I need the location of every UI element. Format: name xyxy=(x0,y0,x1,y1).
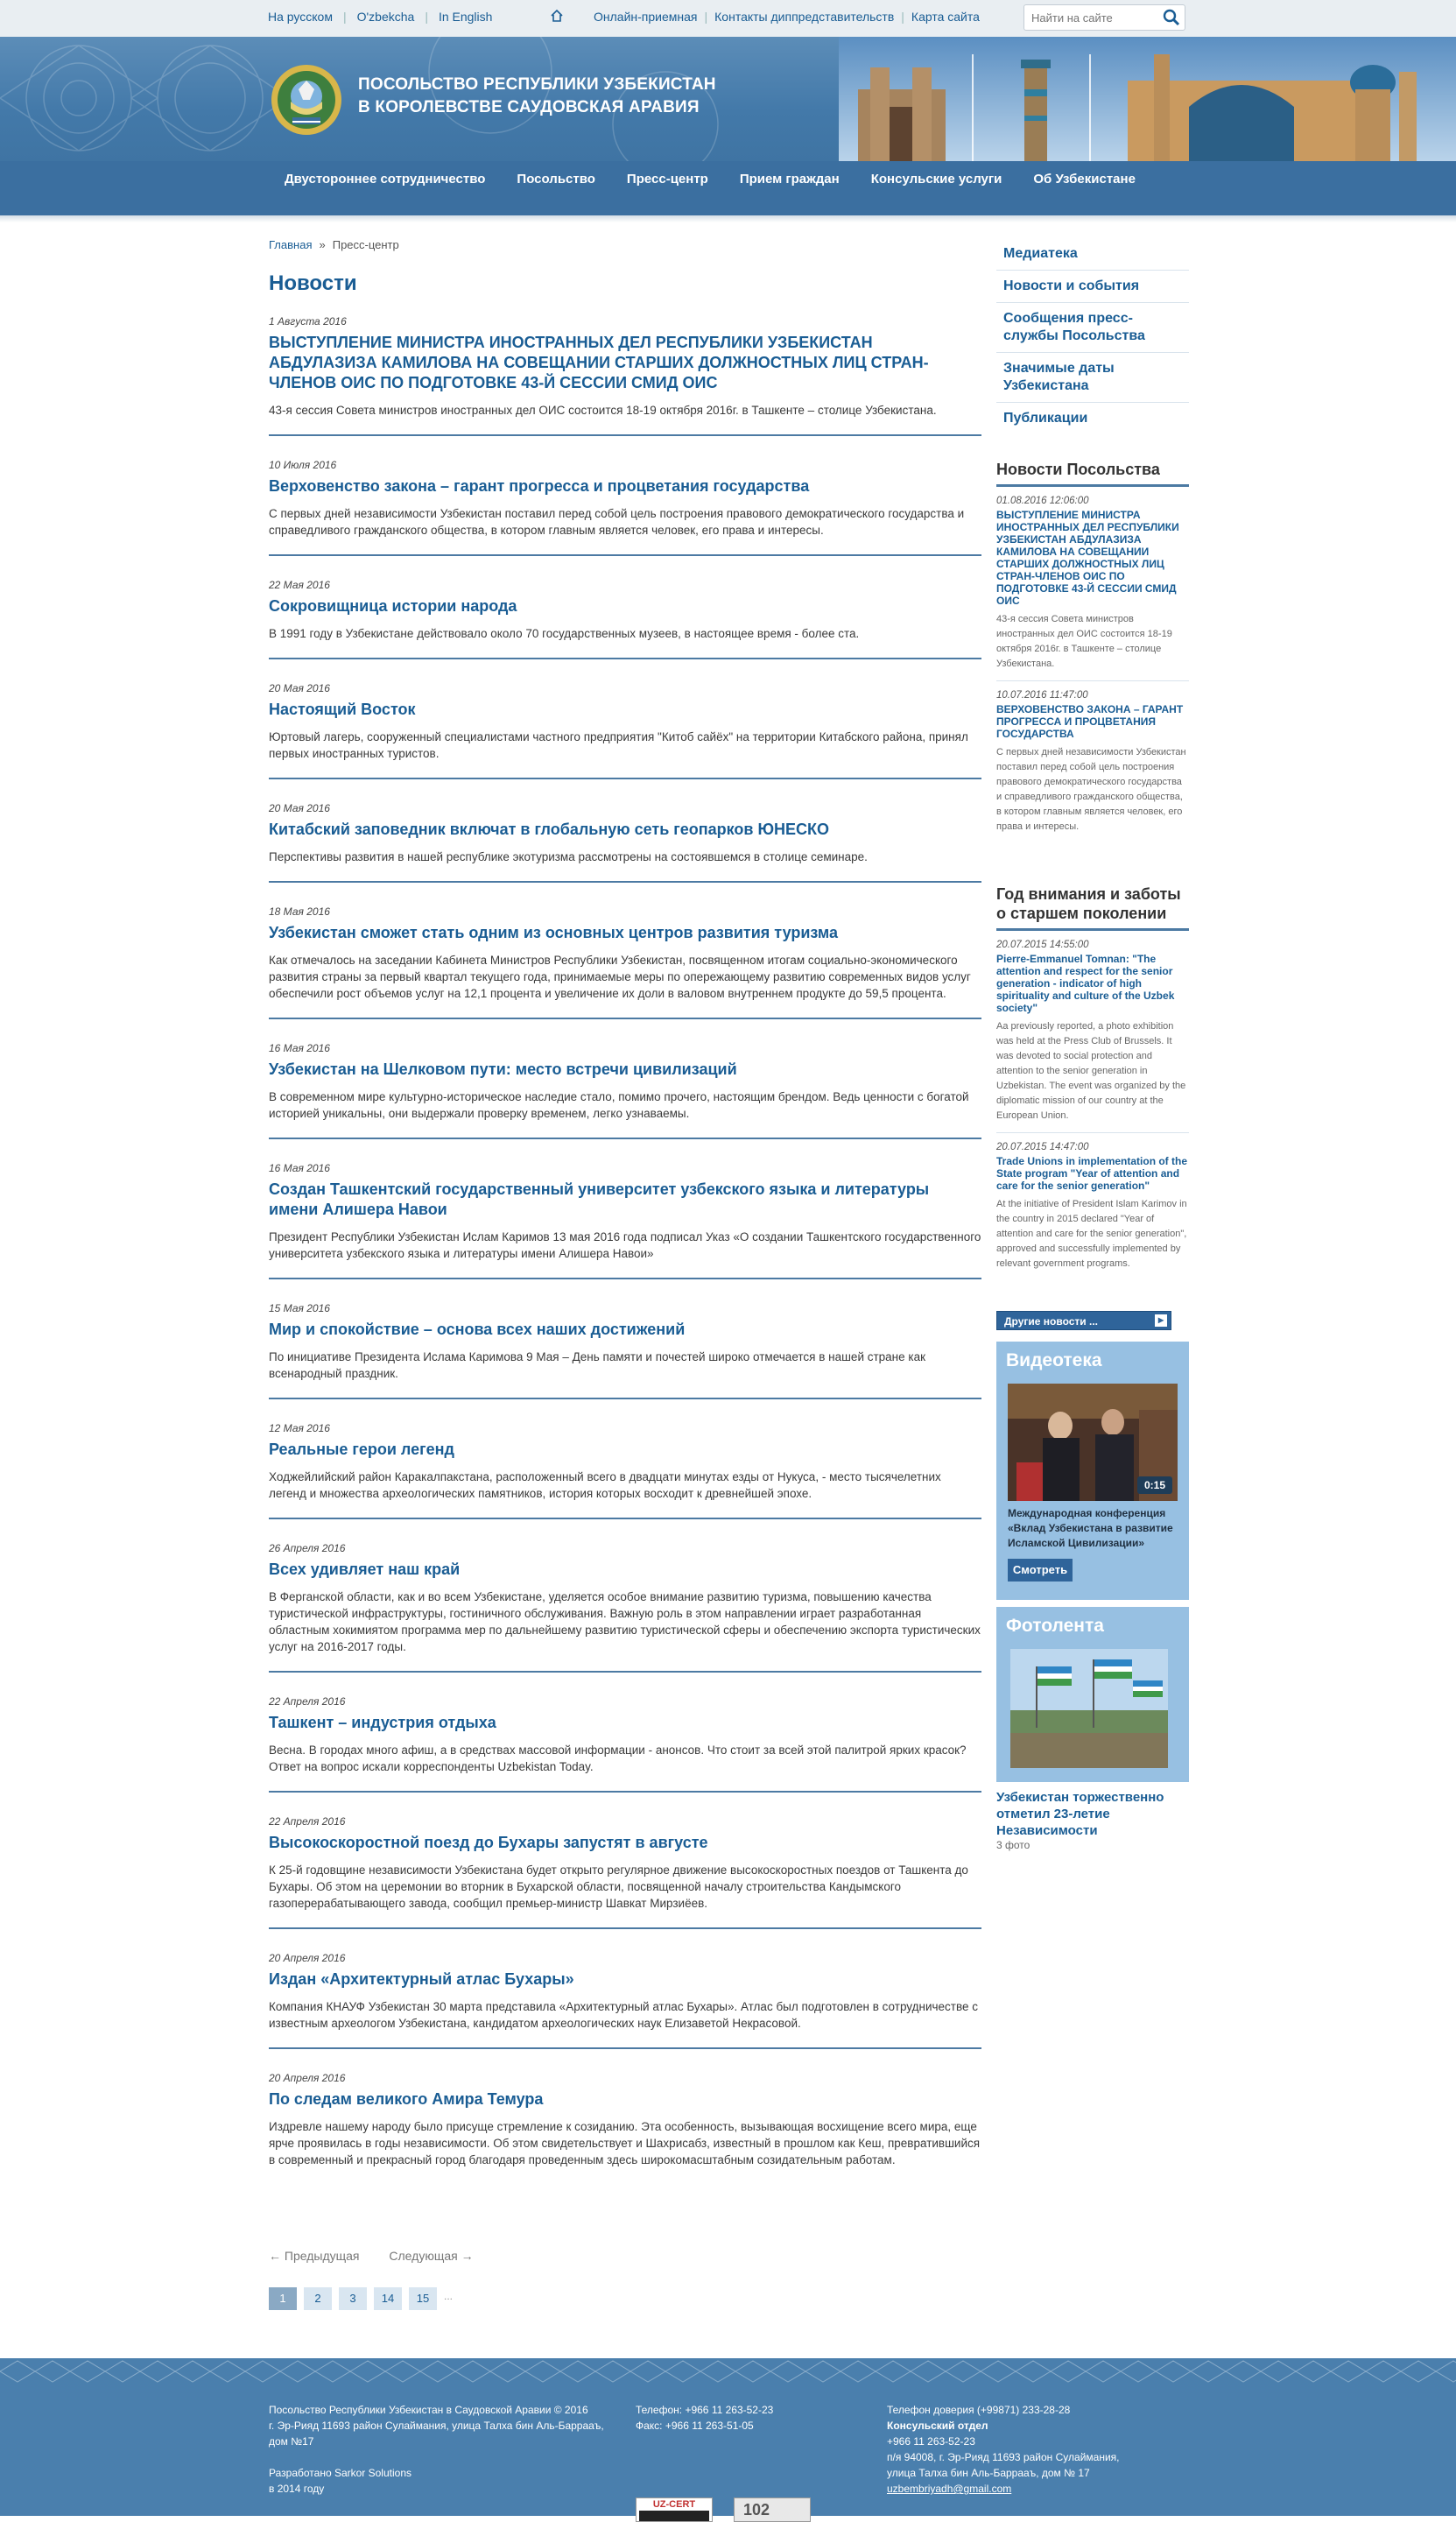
news-date: 1 Августа 2016 xyxy=(269,315,347,328)
nav-bilateral[interactable]: Двустороннее сотрудничество xyxy=(285,172,486,187)
news-list xyxy=(269,315,981,2203)
side-news-date: 20.07.2015 14:55:00 xyxy=(996,940,1089,950)
news-summary: Весна. В городах много афиш, а в средствах массовой информации - анонсов. Что стоит за всей этой палитрой ярких красок? Ответ на вопрос искали корреспонденты Uzbekistan Today. xyxy=(269,1744,967,1773)
watch-button[interactable]: Смотреть xyxy=(1008,1559,1073,1582)
news-date: 20 Мая 2016 xyxy=(269,682,330,694)
news-item xyxy=(269,682,981,779)
news-date: 18 Мая 2016 xyxy=(269,905,330,918)
lang-english[interactable]: In English xyxy=(438,10,493,24)
news-title-link[interactable]: По следам великого Амира Темура xyxy=(269,2090,544,2108)
site-footer xyxy=(0,2358,1456,2516)
photo-caption-link[interactable]: Узбекистан торжественно отметил 23-летие Независимости xyxy=(996,1790,1164,1838)
news-date: 15 Мая 2016 xyxy=(269,1302,330,1314)
video-caption[interactable]: Международная конференция «Вклад Узбекистана в развитие Исламской Цивилизации» xyxy=(1008,1507,1173,1549)
page-title: Новости xyxy=(269,271,357,295)
news-title-link[interactable]: Издан «Архитектурный атлас Бухары» xyxy=(269,1970,574,1988)
news-item xyxy=(269,1042,981,1139)
site-title[interactable]: ПОСОЛЬСТВО РЕСПУБЛИКИ УЗБЕКИСТАН В КОРОЛЕВСТВЕ САУДОВСКАЯ АРАВИЯ xyxy=(358,75,716,116)
photo-thumbnail[interactable] xyxy=(1010,1649,1168,1768)
news-item xyxy=(269,1162,981,1279)
news-item xyxy=(269,2072,981,2184)
news-title-link[interactable]: Создан Ташкентский государственный университет узбекского языка и литературы имени Алишера Навои xyxy=(269,1180,930,1218)
news-item xyxy=(269,1952,981,2049)
news-title-link[interactable]: Узбекистан сможет стать одним из основных центров развития туризма xyxy=(269,924,838,941)
search-icon[interactable] xyxy=(1162,8,1181,27)
news-date: 16 Мая 2016 xyxy=(269,1042,330,1054)
news-summary: Компания КНАУФ Узбекистан 30 марта представила «Архитектурный атлас Бухары». Атлас был подготовлен в сотрудничестве с известным археологом Узбекистана, кандидатом археологических наук Елизаветой Некрасовой. xyxy=(269,2000,978,2030)
footer-address: Посольство Республики Узбекистан в Саудовской Аравии © 2016 г. Эр-Рияд 11693 район Сулаймания, улица Талха бин Аль-Баррааъ, дом №17 Разработано Sarkor Solutions в 2014 году xyxy=(269,2402,619,2497)
arrow-right-icon: ▸ xyxy=(1155,1314,1167,1327)
news-date: 12 Мая 2016 xyxy=(269,1422,330,1434)
sitemap-link[interactable]: Карта сайта xyxy=(911,10,980,24)
language-switcher: На русском | O'zbekcha | In English xyxy=(268,10,493,24)
nav-reception[interactable]: Прием граждан xyxy=(739,172,840,187)
embassy-news-heading: Новости Посольства xyxy=(996,460,1189,487)
embassy-news-block xyxy=(996,460,1189,843)
news-date: 22 Мая 2016 xyxy=(269,579,330,591)
other-news-button[interactable]: Другие новости ... ▸ xyxy=(996,1311,1171,1330)
page-button[interactable]: 14 xyxy=(374,2287,402,2310)
search-input[interactable] xyxy=(1024,5,1151,30)
side-news-title-link[interactable]: ВЕРХОВЕНСТВО ЗАКОНА – ГАРАНТ ПРОГРЕССА И ПРОЦВЕТАНИЯ ГОСУДАРСТВА xyxy=(996,703,1184,740)
news-date: 26 Апреля 2016 xyxy=(269,1542,346,1554)
header-architecture-photos xyxy=(839,37,1456,161)
news-summary: С первых дней независимости Узбекистан поставил перед собой цель построения правового демократического государства и справедливого гражданского общества, в котором главным является человек, его права и интересы. xyxy=(269,507,965,537)
news-title-link[interactable]: Узбекистан на Шелковом пути: место встречи цивилизаций xyxy=(269,1060,737,1078)
news-item xyxy=(269,1695,981,1793)
pager-ellipsis: ... xyxy=(444,2290,454,2302)
side-news-title-link[interactable]: Pierre-Emmanuel Tomnan: "The attention and respect for the senior generation - indicator of high spirituality and culture of the Uzbek society" xyxy=(996,953,1175,1014)
state-emblem-icon[interactable] xyxy=(270,63,343,137)
sidebar-item-dates[interactable]: Значимые даты Узбекистана xyxy=(996,353,1189,403)
news-summary: Юртовый лагерь, сооруженный специалистами частного предприятия "Китоб сайёх" на территории Китабского района, принял первых иностранных туристов. xyxy=(269,730,968,760)
contacts-link[interactable]: Контакты диппредставительств xyxy=(714,10,895,24)
news-summary: Президент Республики Узбекистан Ислам Каримов 13 мая 2016 года подписал Указ «О создании Ташкентского государственного университета узбекского языка и литературы имени Алишера Навои» xyxy=(269,1230,981,1260)
breadcrumb: Главная » Пресс-центр xyxy=(269,238,399,251)
video-duration: 0:15 xyxy=(1137,1476,1172,1494)
prev-page-link[interactable]: ← Предыдущая xyxy=(269,2249,360,2263)
footer-phones: Телефон: +966 11 263-52-23 Факс: +966 11 263-51-05 xyxy=(636,2404,774,2432)
news-summary: Перспективы развития в нашей республике экотуризма рассмотрены на состоявшемся в столице семинаре. xyxy=(269,850,868,863)
page-button[interactable]: 2 xyxy=(304,2287,332,2310)
sidebar-item-publications[interactable]: Публикации xyxy=(1003,411,1088,426)
news-date: 16 Мая 2016 xyxy=(269,1162,330,1174)
photo-count: 3 фото xyxy=(996,1839,1030,1851)
news-summary: В Ферганской области, как и во всем Узбекистане, уделяется особое внимание развитию туризма, повышению качества туристической инфраструктуры, гостиничного обслуживания. Важную роль в этом направлении играет разработанная областным хокимиятом программа мер по дальнейшему развитию туристической сферы и обеспечению экспорта туристических услуг на 2016-2017 годы. xyxy=(269,1590,981,1653)
next-page-link[interactable]: Следующая → xyxy=(389,2249,474,2263)
video-thumbnail[interactable] xyxy=(1008,1384,1178,1501)
pager-prev-next xyxy=(269,2249,500,2263)
side-news-item xyxy=(996,1133,1189,1280)
sidebar-item-mediateka[interactable]: Медиатека xyxy=(996,238,1189,271)
video-library-box xyxy=(996,1342,1189,1600)
news-item xyxy=(269,1422,981,1519)
news-title-link[interactable]: Реальные герои легенд xyxy=(269,1441,454,1458)
photo-feed-box xyxy=(996,1607,1189,1782)
news-date: 20 Апреля 2016 xyxy=(269,2072,346,2084)
news-summary: В современном мире культурно-историческое наследие стало, помимо прочего, настоящим брендом. Ведь ценности с богатой историей уникальны, они выдержали проверку временем, легко узнаваемы. xyxy=(269,1090,969,1120)
side-news-item xyxy=(996,681,1189,843)
side-news-date: 20.07.2015 14:47:00 xyxy=(996,1142,1089,1152)
news-title-link[interactable]: Ташкент – индустрия отдыха xyxy=(269,1714,496,1731)
news-date: 22 Апреля 2016 xyxy=(269,1815,346,1828)
year-news-heading: Год внимания и заботы о старшем поколении xyxy=(996,884,1189,931)
news-date: 20 Мая 2016 xyxy=(269,802,330,814)
side-news-item xyxy=(996,487,1189,681)
news-item xyxy=(269,1815,981,1929)
news-title-link[interactable]: Мир и спокойствие – основа всех наших достижений xyxy=(269,1321,686,1338)
counter-badge[interactable]: 102 xyxy=(734,2497,811,2522)
side-news-text: Aa previously reported, a photo exhibition was held at the Press Club of Brussels. It was devoted to social protection and attention to the senior generation in Uzbekistan. The event was organized by the diplomatic mission of our country at the European Union. xyxy=(996,1021,1186,1121)
lang-uzbek[interactable]: O'zbekcha xyxy=(356,10,415,24)
sidebar-menu xyxy=(996,238,1189,434)
developer-link[interactable]: Разработано Sarkor Solutions xyxy=(269,2467,411,2479)
news-summary: Ходжейлийский район Каракалпакстана, расположенный всего в двадцати минутах езды от Нукуса, - место тысячелетних легенд и множества археологических памятников, история которых восходит к древнейшей эпохе. xyxy=(269,1470,941,1500)
nav-press-center[interactable]: Пресс-центр xyxy=(626,172,708,187)
news-title-link[interactable]: Высокоскоростной поезд до Бухары запустят в августе xyxy=(269,1834,708,1851)
uz-cert-badge[interactable]: UZ-CERT xyxy=(636,2497,713,2522)
side-news-date: 10.07.2016 11:47:00 xyxy=(996,690,1088,701)
news-summary: В 1991 году в Узбекистане действовало около 70 государственных музеев, в настоящее время - более ста. xyxy=(269,627,860,640)
news-summary: По инициативе Президента Ислама Каримова 9 Мая – День памяти и почестей широко отмечается в нашей стране как всенародный праздник. xyxy=(269,1350,926,1380)
news-title-link[interactable]: Настоящий Восток xyxy=(269,701,416,718)
news-summary: Как отмечалось на заседании Кабинета Министров Республики Узбекистан, посвященном итогам социально-экономического развития страны за первый квартал текущего года, принимаемые меры по опережающему развитию современных видов услуг обеспечили рост объемов услуг на 12,1 процента и увеличение их доли в валовом внутреннем продукте до 59,5 процента. xyxy=(269,954,971,1000)
news-date: 22 Апреля 2016 xyxy=(269,1695,346,1708)
side-news-text: At the initiative of President Islam Karimov in the country in 2015 declared "Year of attention and care for the senior generation", approved and successfully implemented by relevant government programs. xyxy=(996,1199,1187,1269)
nav-about-uzbekistan[interactable]: Об Узбекистане xyxy=(1033,172,1136,187)
page-button[interactable]: 15 xyxy=(409,2287,437,2310)
news-title-link[interactable]: ВЫСТУПЛЕНИЕ МИНИСТРА ИНОСТРАННЫХ ДЕЛ РЕСПУБЛИКИ УЗБЕКИСТАН АБДУЛАЗИЗА КАМИЛОВА НА СОВЕЩАНИИ СТАРШИХ ДОЛЖНОСТНЫХ ЛИЦ СТРАН-ЧЛЕНОВ ОИС ПО ПОДГОТОВКЕ 43-Й СЕССИИ СМИД ОИС xyxy=(269,334,929,391)
news-title-link[interactable]: Всех удивляет наш край xyxy=(269,1560,461,1578)
site-header xyxy=(0,37,1456,161)
main-nav xyxy=(0,161,1456,215)
photo-feed-title[interactable]: Фотолента xyxy=(1006,1616,1104,1636)
video-library-title[interactable]: Видеотека xyxy=(1006,1350,1102,1370)
news-item xyxy=(269,905,981,1019)
news-date: 20 Апреля 2016 xyxy=(269,1952,346,1964)
top-links: Онлайн-приемная | Контакты диппредставительств | Карта сайта xyxy=(594,10,980,24)
side-news-item xyxy=(996,931,1189,1133)
news-summary: 43-я сессия Совета министров иностранных дел ОИС состоится 18-19 октября 2016г. в Ташкенте – столице Узбекистана. xyxy=(269,404,937,417)
news-date: 10 Июля 2016 xyxy=(269,459,337,471)
side-news-text: С первых дней независимости Узбекистан поставил перед собой цель построения правового демократического государства и справедливого гражданского общества, в котором главным является человек, его права и интересы. xyxy=(996,747,1186,832)
news-title-link[interactable]: Верховенство закона – гарант прогресса и процветания государства xyxy=(269,477,810,495)
top-bar xyxy=(0,0,1456,37)
news-item xyxy=(269,802,981,883)
search-box xyxy=(1023,4,1185,31)
year-news-block xyxy=(996,884,1189,1280)
side-news-date: 01.08.2016 12:06:00 xyxy=(996,496,1089,506)
page-button-active[interactable]: 1 xyxy=(269,2287,297,2310)
sidebar-item-press-releases[interactable]: Сообщения пресс-службы Посольства xyxy=(996,303,1189,353)
side-news-title-link[interactable]: ВЫСТУПЛЕНИЕ МИНИСТРА ИНОСТРАННЫХ ДЕЛ РЕСПУБЛИКИ УЗБЕКИСТАН АБДУЛАЗИЗА КАМИЛОВА НА СОВЕЩАНИИ СТАРШИХ ДОЛЖНОСТНЫХ ЛИЦ СТРАН-ЧЛЕНОВ ОИС ПО ПОДГОТОВКЕ 43-Й СЕССИИ СМИД ОИС xyxy=(996,509,1179,607)
news-item xyxy=(269,459,981,556)
news-summary: Издревле нашему народу было присуще стремление к созиданию. Эта особенность, вызывающая восхищение всего мира, еще ярче проявилась в годы независимости. Об этом свидетельствует и Шахрисабз, известный в прошлом как Кеш, превратившийся в современный и прекрасный город благодаря проведенным здесь широкомасштабным созидательным работам. xyxy=(269,2120,981,2166)
home-icon[interactable] xyxy=(550,9,564,23)
news-item xyxy=(269,1302,981,1399)
sidebar-item-news-events[interactable]: Новости и события xyxy=(996,271,1189,303)
side-news-text: 43-я сессия Совета министров иностранных дел ОИС состоится 18-19 октября 2016г. в Ташкенте – столице Узбекистана. xyxy=(996,614,1172,669)
news-summary: К 25-й годовщине независимости Узбекистана будет открыто регулярное движение высокоскоростных поездов от Ташкента до Бухары. Об этом на церемонии во вторник в Бухарской области, посвященной началу строительства Кандымского газоперерабатывающего завода, сообщил премьер-министр Шавкат Мирзиёев. xyxy=(269,1863,968,1910)
consular-email-link[interactable]: uzbembriyadh@gmail.com xyxy=(887,2483,1012,2495)
online-reception-link[interactable]: Онлайн-приемная xyxy=(594,10,698,24)
lang-russian[interactable]: На русском xyxy=(268,10,333,24)
news-title-link[interactable]: Сокровищница истории народа xyxy=(269,597,517,615)
footer-ornament xyxy=(0,2358,1456,2385)
breadcrumb-home[interactable]: Главная xyxy=(269,238,313,251)
news-title-link[interactable]: Китабский заповедник включат в глобальную сеть геопарков ЮНЕСКО xyxy=(269,821,830,838)
breadcrumb-current: Пресс-центр xyxy=(332,238,399,251)
footer-consular: Телефон доверия (+99871) 233-28-28 Консульский отдел +966 11 263-52-23 п/я 94008, г. Эр-Рияд 11693 район Сулаймания, улица Талха бин Аль-Баррааъ, дом № 17 uzbembriyadh@gmail.com xyxy=(887,2402,1150,2497)
nav-embassy[interactable]: Посольство xyxy=(517,172,595,187)
nav-shadow xyxy=(0,215,1456,222)
page-button[interactable]: 3 xyxy=(339,2287,367,2310)
news-item xyxy=(269,315,981,436)
news-item xyxy=(269,579,981,659)
photo-frame xyxy=(1010,1649,1168,1768)
side-news-title-link[interactable]: Trade Unions in implementation of the State program "Year of attention and care for the senior generation" xyxy=(996,1155,1188,1192)
nav-consular[interactable]: Консульские услуги xyxy=(870,172,1002,187)
news-item xyxy=(269,1542,981,1673)
pagination xyxy=(269,2287,453,2310)
